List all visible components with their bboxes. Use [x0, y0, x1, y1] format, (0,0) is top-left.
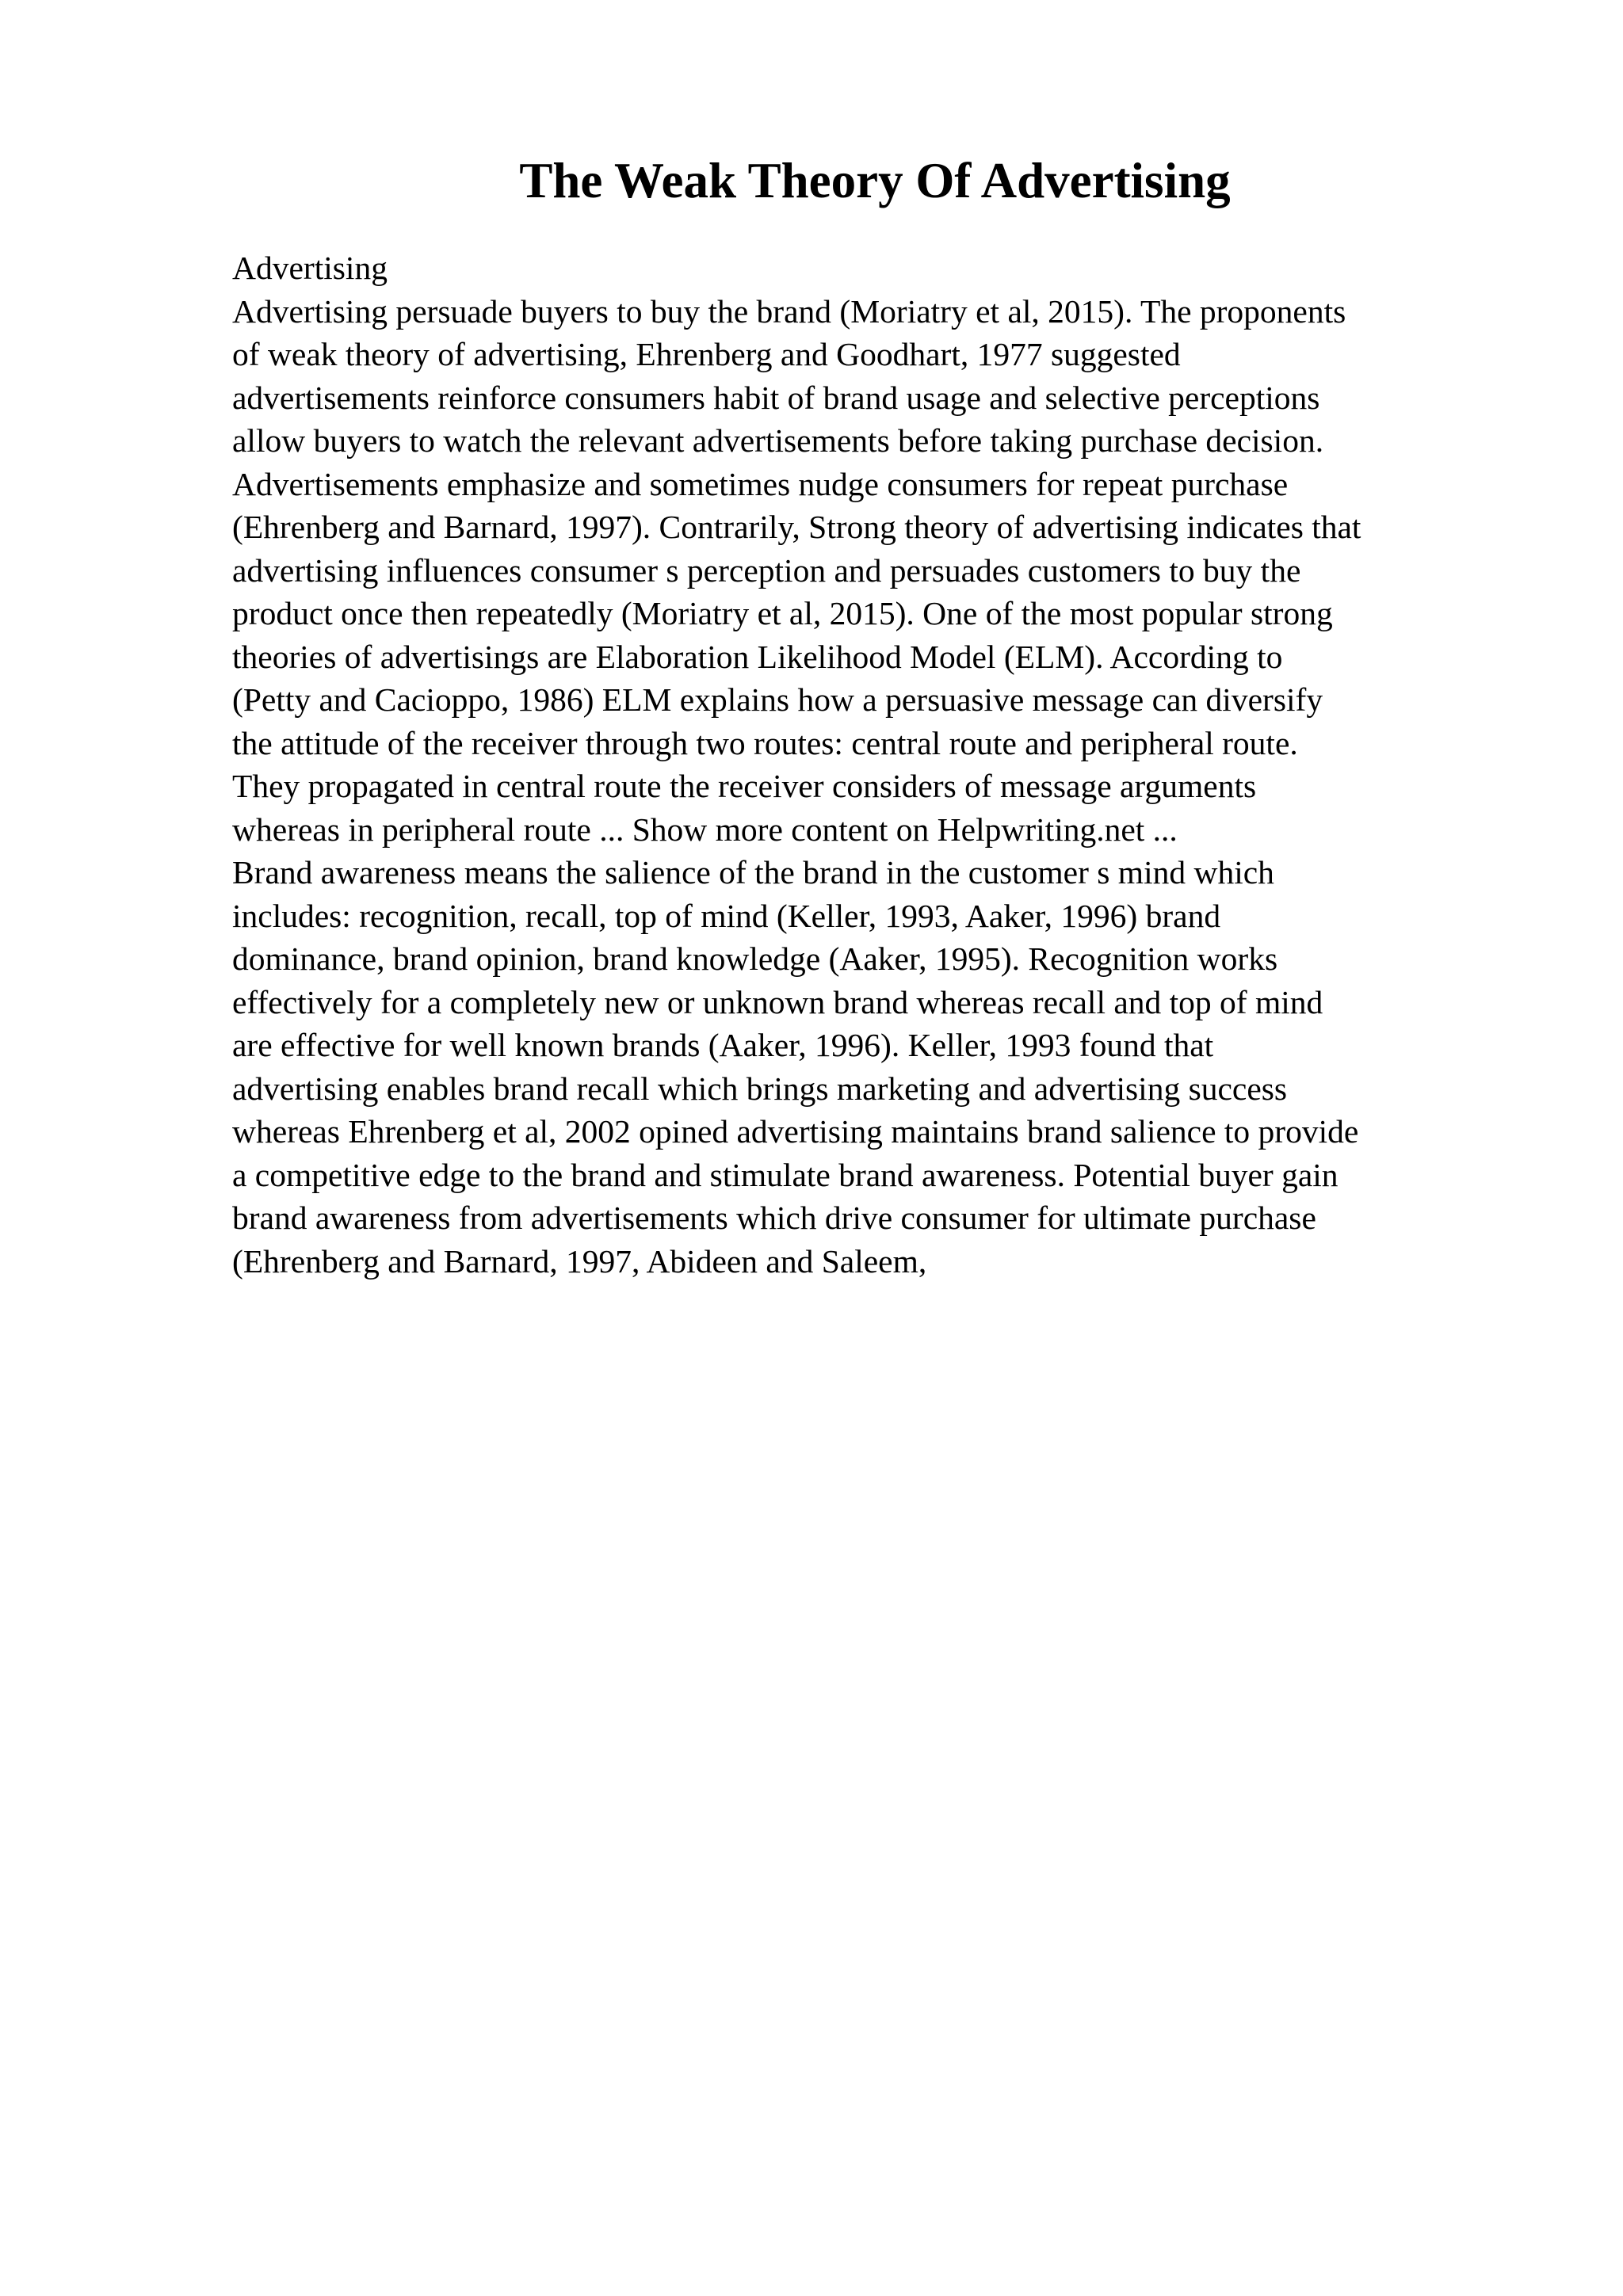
body-line: (Petty and Cacioppo, 1986) ELM explains how a persuasive message can diversify [232, 681, 1323, 718]
body-line: whereas in peripheral route ... Show more content on Helpwriting.net ... [232, 810, 1178, 848]
body-line: advertising influences consumer s perception and persuades customers to buy the [232, 551, 1301, 589]
body-line: dominance, brand opinion, brand knowledge (Aaker, 1995). Recognition works [232, 940, 1278, 977]
body-line: Brand awareness means the salience of the brand in the customer s mind which [232, 854, 1274, 891]
body-line: theories of advertisings are Elaboration Likelihood Model (ELM). According to [232, 638, 1283, 675]
body-line: (Ehrenberg and Barnard, 1997). Contrarily, Strong theory of advertising indicates that [232, 509, 1361, 545]
body-line: are effective for well known brands (Aaker, 1996). Keller, 1993 found that [232, 1027, 1214, 1063]
body-line: Advertising persuade buyers to buy the brand (Moriatry et al, 2015). The proponents [232, 292, 1346, 330]
body-line: allow buyers to watch the relevant advertisements before taking purchase decision. [232, 422, 1324, 459]
document-body [232, 246, 1516, 1283]
body-line: effectively for a completely new or unknown brand whereas recall and top of mind [232, 983, 1323, 1020]
body-line: They propagated in central route the receiver considers of message arguments [232, 768, 1257, 804]
body-line: includes: recognition, recall, top of mind (Keller, 1993, Aaker, 1996) brand [232, 897, 1221, 934]
body-line: whereas Ehrenberg et al, 2002 opined advertising maintains brand salience to provide [232, 1113, 1359, 1150]
section-heading: Advertising [232, 250, 388, 286]
body-line: of weak theory of advertising, Ehrenberg and Goodhart, 1977 suggested [232, 336, 1181, 372]
body-line: the attitude of the receiver through two routes: central route and peripheral route. [232, 724, 1298, 761]
document-title: The Weak Theory Of Advertising [519, 153, 1231, 208]
body-line: Advertisements emphasize and sometimes nudge consumers for repeat purchase [232, 465, 1289, 502]
body-line: a competitive edge to the brand and stimulate brand awareness. Potential buyer gain [232, 1156, 1338, 1193]
body-line: advertising enables brand recall which brings marketing and advertising success [232, 1070, 1288, 1107]
body-line: advertisements reinforce consumers habit of brand usage and selective perceptions [232, 379, 1320, 416]
body-line: (Ehrenberg and Barnard, 1997, Abideen and Saleem, [232, 1242, 927, 1280]
body-line: product once then repeatedly (Moriatry et al, 2015). One of the most popular strong [232, 595, 1333, 631]
body-line: brand awareness from advertisements which drive consumer for ultimate purchase [232, 1199, 1316, 1236]
